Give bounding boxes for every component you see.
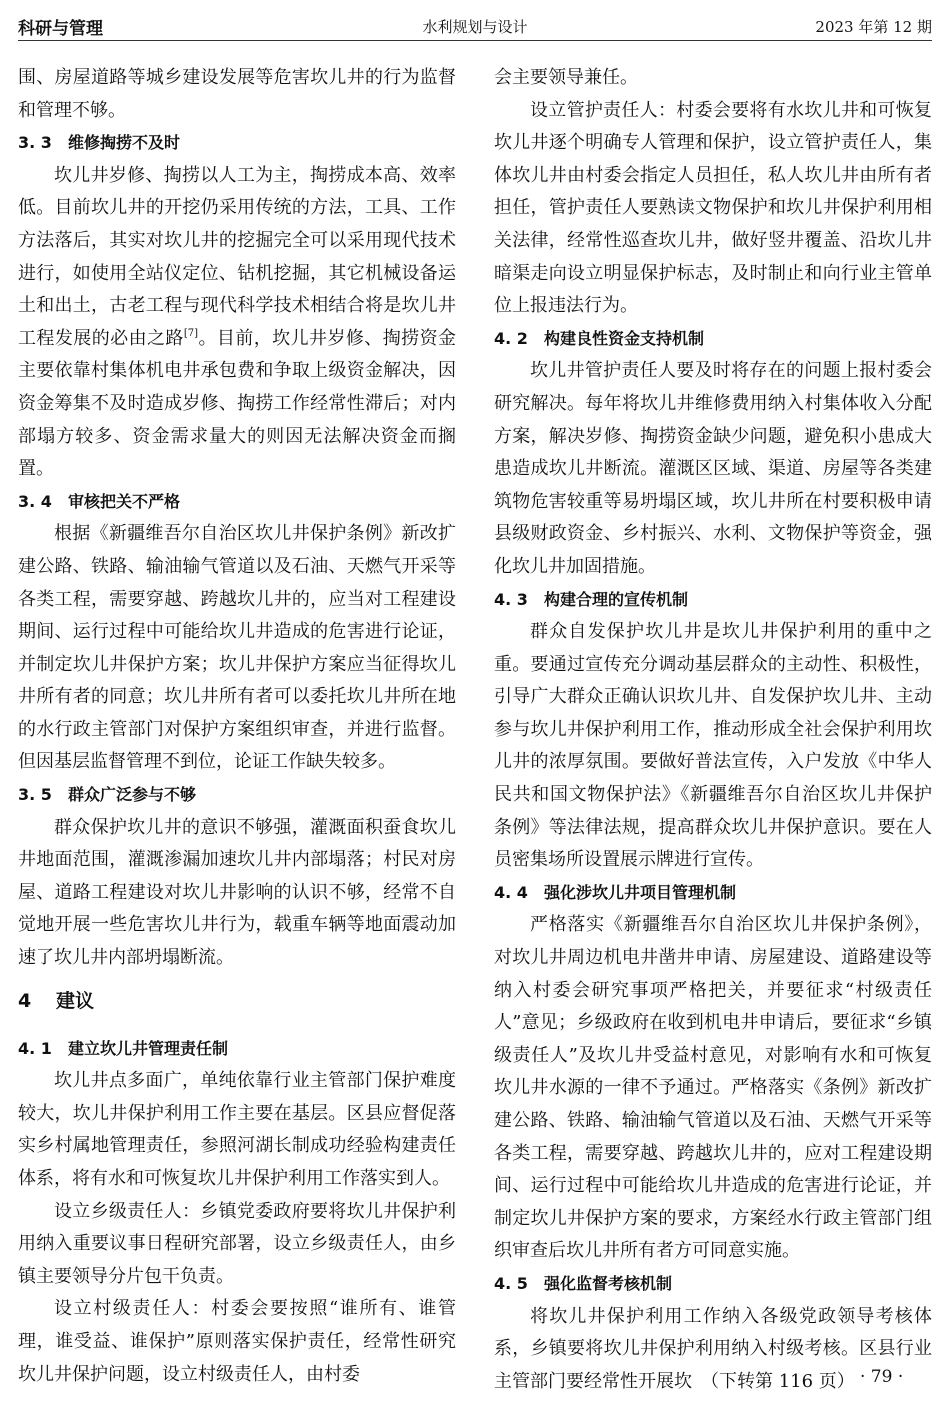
paragraph-4-4: 严格落实《新疆维吾尔自治区坎儿井保护条例》，对坎儿井周边机电井凿井申请、房屋建设、道路建设等纳入村委会研究事项严格把关，并要征求“村级责任人”意见；乡级政府在收到机电井申请后，要征求“乡镇级责任人”及坎儿井受益村意见，对影响有水和可恢复坎儿井水源的一律不予通过。严格落实《条例》新改扩建公路、铁路、输油输气管道以及石油、天燃气开采等各类工程，需要穿越、跨越坎儿井的，应对工程建设期间、运行过程中可能给坎儿井造成的危害进行论证，并制定坎儿井保护方案的要求，方案经水行政主管部门组织审查后坎儿井所有者方可同意实施。 [494, 914, 932, 1262]
paragraph-4-1-a: 坎儿井点多面广，单纯依靠行业主管部门保护难度较大，坎儿井保护利用工作主要在基层。区县应督促落实乡村属地管理责任，参照河湖长制成功经验构建责任体系，将有水和可恢复坎儿井保护利用工作落实到人。 [18, 1070, 456, 1189]
paragraph-4-2: 坎儿井管护责任人要及时将存在的问题上报村委会研究解决。每年将坎儿井维修费用纳入村集体收入分配方案，解决岁修、掏捞资金缺少问题，避免积小患成大患造成坎儿井断流。灌溉区区域、渠道、房屋等各类建筑物危害较重等易坍塌区域，坎儿井所在村要积极申请县级财政资金、乡村振兴、水利、文物保护等资金，强化坎儿井加固措施。 [494, 360, 932, 577]
heading-number: 3. 3 [18, 133, 52, 153]
paragraph-guard: 设立管护责任人：村委会要将有水坎儿井和可恢复坎儿井逐个明确专人管理和保护，设立管护责任人，集体坎儿井由村委会指定人员担任，私人坎儿井由所有者担任，管护责任人要熟读文物保护和坎儿井保护利用相关法律，经常性巡查坎儿井，做好竖井覆盖、沿坎儿井暗渠走向设立明显保护标志，及时制止和向行业主管单位上报违法行为。 [494, 99, 932, 317]
heading-3-4 [18, 486, 456, 519]
paragraph-3-5: 群众保护坎儿井的意识不够强，灌溉面积蚕食坎儿井地面范围，灌溉渗漏加速坎儿井内部塌落；村民对房屋、道路工程建设对坎儿井影响的认识不够，经常不自觉地开展一些危害坎儿井行为，载重车辆等地面震动加速了坎儿井内部坍塌断流。 [18, 816, 456, 969]
heading-number: 4. 1 [18, 1038, 52, 1058]
heading-4-1 [18, 1033, 456, 1066]
heading-4-5 [494, 1268, 932, 1301]
heading-title: 建立坎儿井管理责任制 [68, 1038, 229, 1058]
heading-title: 构建良性资金支持机制 [544, 328, 705, 348]
heading-number: 4. 4 [494, 882, 528, 902]
continuation-note[interactable]: （下转第 116 页） [710, 1370, 855, 1392]
left-column [18, 62, 456, 1391]
paragraph-text: 坎儿井岁修、掏捞以人工为主，掏捞成本高、效率低。目前坎儿井的开挖仍采用传统的方法，工具、工作方法落后，其实对坎儿井的挖掘完全可以采用现代技术进行，如使用全站仪定位、钻机挖掘，其它机械设备运土和出土，古老工程与现代科学技术相结合将是坎儿井工程发展的必由之路 [18, 164, 456, 349]
header-section-title: 科研与管理 [18, 19, 103, 39]
page-number: · 79 · [860, 1367, 904, 1387]
heading-3-3 [18, 127, 456, 160]
header-journal-name: 水利规划与设计 [422, 18, 528, 36]
heading-title: 强化涉坎儿井项目管理机制 [544, 882, 737, 902]
heading-title: 审核把关不严格 [68, 491, 181, 511]
heading-4-4 [494, 877, 932, 910]
heading-4 [18, 985, 456, 1017]
heading-title: 构建合理的宣传机制 [544, 589, 689, 609]
heading-4-3 [494, 584, 932, 617]
heading-number: 4 [18, 989, 32, 1012]
paragraph-4-3: 群众自发保护坎儿井是坎儿井保护利用的重中之重。要通过宣传充分调动基层群众的主动性、积极性，引导广大群众正确认识坎儿井、自发保护坎儿井、主动参与坎儿井保护利用工作，推动形成全社会保护利用坎儿井的浓厚氛围。要做好普法宣传，入户发放《中华人民共和国文物保护法》《新疆维吾尔自治区坎儿井保护条例》等法律法规，提高群众坎儿井保护意识。要在人员密集场所设置展示牌进行宣传。 [494, 621, 932, 871]
right-column [494, 62, 932, 1398]
heading-number: 4. 3 [494, 589, 528, 609]
header-issue: 2023 年第 12 期 [815, 18, 932, 36]
heading-title: 强化监督考核机制 [544, 1273, 673, 1293]
citation-ref[interactable]: [7] [183, 327, 199, 339]
paragraph-intro: 围、房屋道路等城乡建设发展等危害坎儿井的行为监督和管理不够。 [18, 67, 456, 121]
heading-number: 3. 4 [18, 491, 52, 511]
heading-3-5 [18, 779, 456, 812]
paragraph-text: 将坎儿井保护利用工作纳入各级党政领导考核体系，乡镇要将坎儿井保护利用纳入村级考核。区县行业主管部门要经常性开展坎 [494, 1305, 932, 1392]
heading-4-2 [494, 323, 932, 356]
heading-title: 群众广泛参与不够 [68, 785, 197, 805]
paragraph-3-3 [18, 160, 456, 486]
paragraph-4-1-c: 设立村级责任人：村委会要按照“谁所有、谁管理，谁受益、谁保护”原则落实保护责任，经常性研究坎儿井保护问题，设立村级责任人，由村委 [18, 1298, 456, 1385]
paragraph-continued: 会主要领导兼任。 [494, 67, 638, 88]
heading-number: 4. 2 [494, 328, 528, 348]
running-header [18, 10, 932, 41]
heading-number: 4. 5 [494, 1273, 528, 1293]
paragraph-3-4: 根据《新疆维吾尔自治区坎儿井保护条例》新改扩建公路、铁路、输油输气管道以及石油、天燃气开采等各类工程，需要穿越、跨越坎儿井的，应当对工程建设期间、运行过程中可能给坎儿井造成的危害进行论证，并制定坎儿井保护方案；坎儿井保护方案应当征得坎儿井所有者的同意；坎儿井所有者可以委托坎儿井所在地的水行政主管部门对保护方案组织审查，并进行监督。但因基层监督管理不到位，论证工作缺失较多。 [18, 523, 456, 773]
paragraph-4-1-b: 设立乡级责任人：乡镇党委政府要将坎儿井保护利用纳入重要议事日程研究部署，设立乡级责任人，由乡镇主要领导分片包干负责。 [18, 1200, 456, 1287]
paragraph-text: 。目前，坎儿井岁修、掏捞资金主要依靠村集体机电井承包费和争取上级资金解决，因资金筹集不及时造成岁修、掏捞工作经常性滞后；对内部塌方较多、资金需求量大的则因无法解决资金而搁置。 [18, 327, 457, 480]
heading-title: 维修掏捞不及时 [68, 133, 181, 153]
heading-number: 3. 5 [18, 785, 52, 805]
heading-title: 建议 [56, 989, 95, 1012]
